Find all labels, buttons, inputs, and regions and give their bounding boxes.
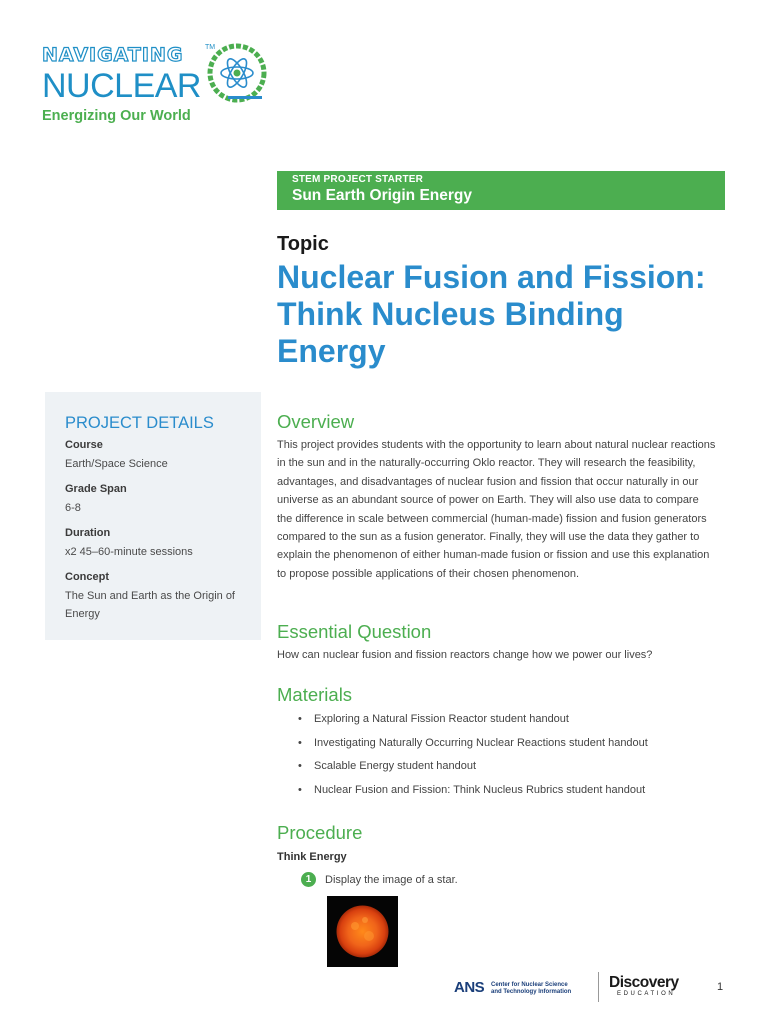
ans-logo-line: Center for Nuclear Science: [491, 982, 568, 988]
detail-value: 6-8: [65, 502, 81, 514]
logo-trademark: TM: [205, 44, 216, 51]
detail-value: x2 45–60-minute sessions: [65, 546, 193, 558]
page-number: 1: [717, 981, 724, 993]
discovery-education-logo: [609, 974, 699, 1000]
materials-heading: Materials: [277, 684, 353, 705]
detail-concept: [65, 570, 255, 623]
star-image: [327, 896, 398, 967]
stem-project-banner: [277, 171, 725, 210]
essential-question-text: How can nuclear fusion and fission reactors change how we power our lives?: [277, 649, 653, 661]
detail-label: Duration: [65, 527, 111, 539]
procedure-heading: Procedure: [277, 822, 363, 843]
banner-kicker: STEM PROJECT STARTER: [292, 174, 424, 185]
logo-navigating-text: NAVIGATING: [42, 44, 184, 66]
list-item: • Nuclear Fusion and Fission: Think Nucleus Rubrics student handout: [295, 781, 715, 805]
detail-value: The Sun and Earth as the Origin of Energy: [65, 590, 235, 620]
logo-nuclear-text: NUCLEAR: [42, 67, 201, 105]
detail-label: Grade Span: [65, 483, 127, 495]
list-item: • Scalable Energy student handout: [295, 757, 715, 781]
detail-grade-span: [65, 482, 255, 517]
discovery-logo-text: Discovery: [609, 974, 679, 991]
logo-tagline: Energizing Our World: [42, 108, 191, 124]
detail-duration: [65, 526, 255, 561]
list-item: • Investigating Naturally Occurring Nuclear Reactions student handout: [295, 734, 715, 758]
ans-logo-line: and Technology Information: [491, 989, 572, 995]
overview-heading: Overview: [277, 411, 355, 432]
atom-globe-icon: [206, 42, 268, 104]
detail-course: [65, 438, 255, 473]
navigating-nuclear-logo: [42, 42, 272, 127]
detail-label: Course: [65, 439, 103, 451]
banner-title: Sun Earth Origin Energy: [292, 187, 472, 204]
list-item: • Exploring a Natural Fission Reactor student handout: [295, 710, 715, 734]
procedure-subheading: Think Energy: [277, 851, 347, 863]
project-details-panel: [45, 392, 261, 640]
ans-logo-mark: ANS: [454, 979, 485, 996]
essential-question-heading: Essential Question: [277, 621, 432, 642]
materials-list: [295, 710, 715, 804]
step-number-badge: 1: [301, 872, 316, 887]
project-details-heading: PROJECT DETAILS: [65, 414, 214, 432]
discovery-logo-sub: EDUCATION: [617, 991, 676, 997]
detail-label: Concept: [65, 571, 109, 583]
page-title: Nuclear Fusion and Fission: Think Nucleus Binding Energy: [277, 259, 706, 369]
overview-text: This project provides students with the opportunity to learn about natural nuclear reactions in the sun and in the naturally-occurring Oklo reactor. They will research the feasibility, advantages, and disadvantages of nuclear fusion and fission that occur naturally in our universe as an abundant source of power on Earth. They will also use data to compare the difference in scale between commercial (human-made) fission and fusion generators compared to the sun as a fusion generator. Finally, they will use the data they gather to explain the phenomenon of either human-made fusion or fission and use this explanation to propose possible applications of their chosen phenomenon.: [277, 439, 716, 580]
footer-divider: [598, 972, 599, 1002]
step-text: Display the image of a star.: [325, 874, 458, 886]
topic-label: Topic: [277, 233, 329, 255]
ans-logo: [454, 978, 589, 1000]
detail-value: Earth/Space Science: [65, 458, 168, 470]
